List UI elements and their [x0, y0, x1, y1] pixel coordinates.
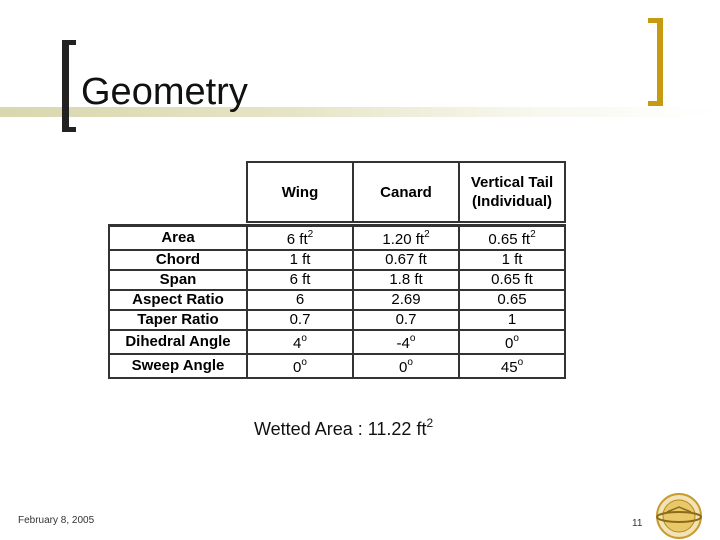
- table-cell: [353, 310, 459, 330]
- wetted-area-label: [254, 413, 433, 440]
- table-cell: [247, 270, 353, 290]
- row-label: Aspect Ratio: [109, 290, 247, 310]
- table-cell: [247, 290, 353, 310]
- column-header-vertical-tail: Vertical Tail (Individual): [459, 162, 565, 222]
- wetted-area-text: Wetted Area : 11.22 ft: [254, 419, 427, 439]
- geometry-table-body: [108, 224, 566, 379]
- row-label: Taper Ratio: [109, 310, 247, 330]
- page-number: 11: [632, 518, 643, 529]
- table-cell: [459, 270, 565, 290]
- table-cell: [353, 226, 459, 251]
- row-label: Area: [109, 226, 247, 251]
- table-cell: [353, 354, 459, 378]
- table-row: [109, 226, 565, 251]
- row-label: Span: [109, 270, 247, 290]
- cell-superscript: o: [513, 333, 519, 344]
- cell-value: 0: [293, 359, 302, 376]
- column-header-canard: Canard: [353, 162, 459, 222]
- cell-value: 1: [507, 311, 517, 328]
- row-label: Sweep Angle: [109, 354, 247, 378]
- cell-value: 1.20 ft: [382, 231, 425, 248]
- table-row: [109, 270, 565, 290]
- cell-superscript: o: [301, 333, 307, 344]
- cell-value: 6 ft: [286, 231, 308, 248]
- cell-value: 0: [399, 359, 408, 376]
- table-cell: [459, 330, 565, 354]
- cell-value: 0.7: [289, 311, 311, 328]
- cell-value: 4: [293, 335, 302, 352]
- row-label: Dihedral Angle: [109, 330, 247, 354]
- table-cell: [459, 310, 565, 330]
- cell-value: 0.67 ft: [385, 251, 427, 268]
- cell-value: -4: [396, 335, 410, 352]
- cell-superscript: o: [301, 357, 307, 368]
- team-logo-icon: [651, 490, 707, 540]
- table-row: [109, 330, 565, 354]
- cell-value: 0: [505, 335, 514, 352]
- cell-value: 6 ft: [289, 271, 311, 288]
- cell-value: 1.8 ft: [389, 271, 423, 288]
- cell-superscript: o: [409, 333, 416, 344]
- table-row: [109, 354, 565, 378]
- cell-value: 0.65: [497, 291, 527, 308]
- table-cell: [459, 354, 565, 378]
- table-cell: [247, 354, 353, 378]
- slide-title: Geometry: [81, 71, 248, 113]
- wetted-area-exponent: 2: [426, 416, 434, 430]
- cell-superscript: 2: [530, 229, 536, 240]
- table-cell: [247, 226, 353, 251]
- cell-superscript: 2: [307, 229, 314, 240]
- left-bracket-decoration: [62, 40, 76, 132]
- table-row: [109, 290, 565, 310]
- cell-superscript: 2: [424, 229, 430, 240]
- table-cell: [353, 290, 459, 310]
- cell-value: 1 ft: [289, 251, 311, 268]
- row-label: Chord: [109, 250, 247, 270]
- table-cell: [459, 250, 565, 270]
- cell-value: 2.69: [391, 291, 421, 308]
- geometry-table-header: [246, 161, 566, 223]
- table-cell: [353, 270, 459, 290]
- table-cell: [459, 226, 565, 251]
- table-row: [109, 310, 565, 330]
- table-cell: [459, 290, 565, 310]
- cell-value: 45: [500, 359, 518, 376]
- cell-value: 1 ft: [501, 251, 523, 268]
- cell-superscript: o: [407, 357, 413, 368]
- table-row: [109, 250, 565, 270]
- footer-date: February 8, 2005: [18, 515, 95, 526]
- cell-value: 0.7: [395, 311, 417, 328]
- cell-value: 0.65 ft: [491, 271, 533, 288]
- right-bracket-decoration: [648, 18, 663, 106]
- table-cell: [353, 330, 459, 354]
- cell-superscript: o: [517, 357, 524, 368]
- table-cell: [353, 250, 459, 270]
- column-header-wing: Wing: [247, 162, 353, 222]
- cell-value: 0.65 ft: [488, 231, 531, 248]
- table-cell: [247, 250, 353, 270]
- table-cell: [247, 330, 353, 354]
- table-cell: [247, 310, 353, 330]
- cell-value: 6: [295, 291, 305, 308]
